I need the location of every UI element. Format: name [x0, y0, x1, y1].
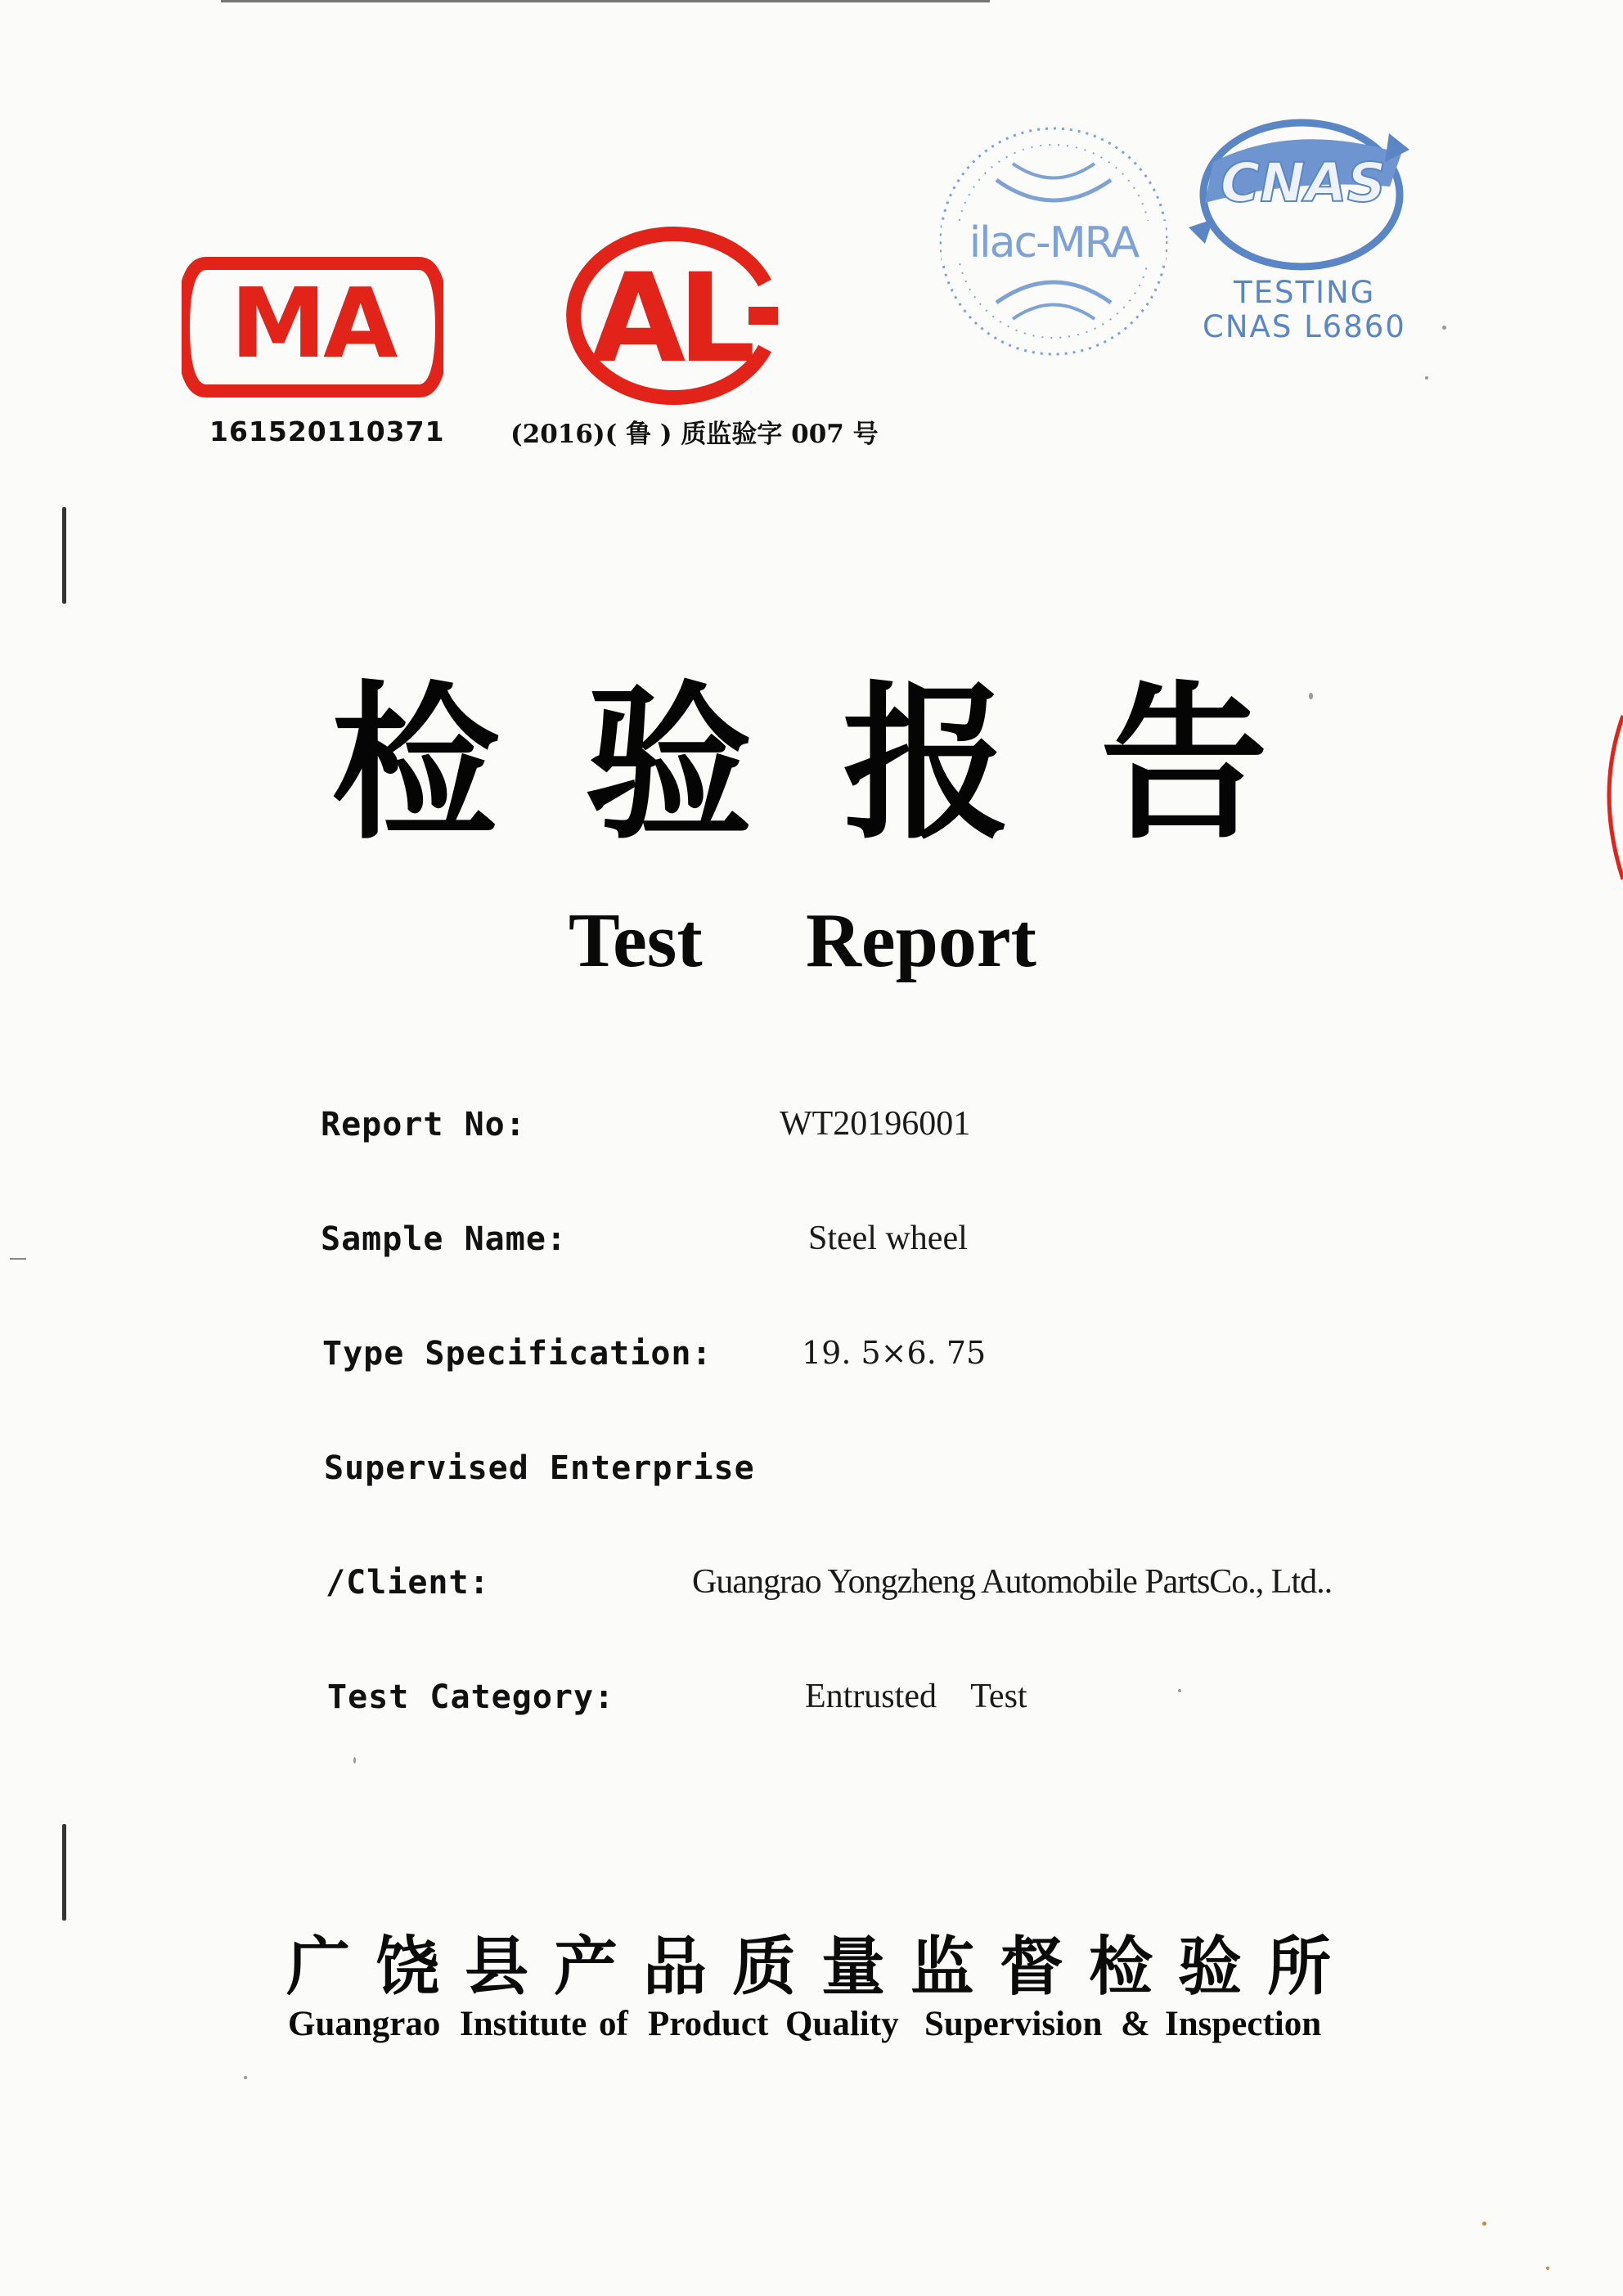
- scan-speck: [1482, 2222, 1486, 2226]
- scan-speck: [1309, 693, 1313, 699]
- cal-seal-icon: [564, 226, 785, 406]
- report-no-label: Report No:: [321, 1106, 526, 1144]
- cnas-testing-label: TESTING: [1234, 275, 1376, 310]
- org-cn-char: 质: [732, 1930, 797, 2004]
- scan-speck: [1546, 2267, 1549, 2270]
- scan-speck: [1442, 326, 1446, 330]
- report-title-en-word: Report: [806, 898, 1036, 983]
- cma-mark-text: MA: [230, 267, 395, 380]
- cnas-number: CNAS L6860: [1203, 309, 1406, 344]
- title-cn-char: 检: [331, 667, 499, 862]
- seal-fragment-icon: [1594, 712, 1623, 883]
- org-cn-char: 监: [910, 1930, 975, 2004]
- binding-mark-top: [62, 507, 66, 604]
- client-label: /Client:: [326, 1564, 490, 1602]
- cma-number: 161520110371: [209, 416, 445, 447]
- scan-speck: [1425, 376, 1428, 380]
- partial-seal-edge: [1594, 712, 1623, 883]
- scan-speck: [1178, 1689, 1181, 1692]
- report-no-value: WT20196001: [780, 1105, 971, 1143]
- type-specification-value: 19. 5×6. 75: [802, 1335, 987, 1371]
- org-cn-char: 督: [1000, 1930, 1064, 2004]
- org-cn-char: 饶: [375, 1930, 440, 2004]
- ilac-mra-seal: [935, 123, 1172, 360]
- org-cn-char: 验: [1178, 1930, 1243, 2004]
- title-cn-char: 验: [585, 667, 753, 862]
- title-cn-char: 告: [1100, 667, 1268, 862]
- sample-name-value: Steel wheel: [808, 1220, 968, 1257]
- title-cn-char: 报: [843, 667, 1010, 862]
- cal-license: (2016)( 鲁 ) 质监验字 007 号: [510, 420, 879, 449]
- org-cn-char: 品: [643, 1930, 708, 2004]
- cal-mark-text: AL: [591, 248, 748, 390]
- org-cn-char: 所: [1267, 1930, 1332, 2004]
- client-value: Guangrao Yongzheng Automobile PartsCo., Ltd..: [692, 1563, 1333, 1601]
- test-category-label: Test Category:: [327, 1678, 615, 1716]
- org-en-word: Quality: [785, 2005, 899, 2043]
- org-cn-char: 量: [821, 1930, 886, 2004]
- ilac-mra-globe-icon: [935, 123, 1172, 360]
- cnas-mark-text: CNAS: [1220, 151, 1387, 214]
- scan-speck: [353, 1757, 356, 1764]
- organization-name-cn: [286, 1926, 1333, 2008]
- org-en-word: of: [599, 2005, 628, 2043]
- cma-seal: [182, 254, 443, 401]
- report-title-en-word: Test: [569, 898, 703, 983]
- binding-mark-bottom: [62, 1824, 66, 1921]
- cma-seal-icon: [182, 254, 443, 401]
- org-cn-char: 县: [465, 1930, 529, 2004]
- cal-seal: [564, 226, 785, 406]
- org-cn-char: 广: [286, 1930, 351, 2004]
- sample-name-label: Sample Name:: [321, 1220, 567, 1258]
- type-specification-label: Type Specification:: [322, 1335, 713, 1373]
- scan-edge-mark: [10, 1258, 26, 1260]
- org-en-word: Product: [648, 2005, 769, 2043]
- org-en-word: Guangrao: [288, 2005, 441, 2043]
- org-en-word: Supervision: [924, 2005, 1103, 2043]
- org-en-word: Inspection: [1165, 2005, 1322, 2043]
- org-en-word: &: [1121, 2005, 1150, 2043]
- org-cn-char: 检: [1089, 1930, 1153, 2004]
- supervised-enterprise-label: Supervised Enterprise: [324, 1449, 755, 1487]
- ilac-mark-text: ilac-MRA: [969, 218, 1139, 267]
- test-category-value: Entrusted Test: [805, 1678, 1027, 1715]
- org-en-word: Institute: [460, 2005, 587, 2043]
- org-cn-char: 产: [554, 1930, 618, 2004]
- scan-top-edge: [221, 0, 990, 2]
- report-title-cn: [331, 667, 1268, 862]
- scan-speck: [244, 2076, 247, 2079]
